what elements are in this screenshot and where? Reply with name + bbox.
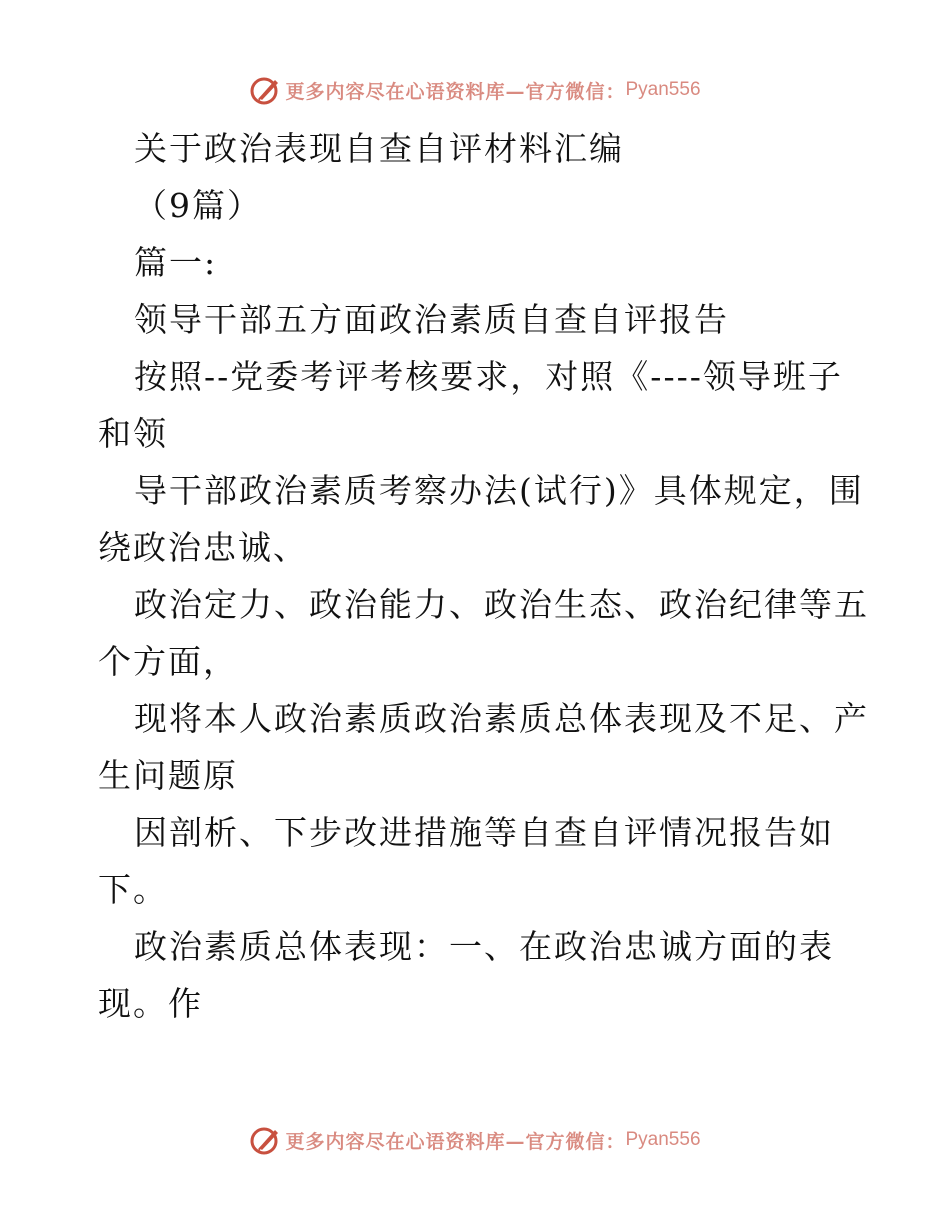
watermark-text: 更多内容尽在心语资料库—官方微信： (285, 1130, 626, 1153)
doc-line: 个方面， (98, 642, 238, 681)
doc-line: 政治素质总体表现：一、在政治忠诚方面的表 (134, 927, 834, 966)
watermark-text: 更多内容尽在心语资料库—官方微信： (285, 80, 626, 103)
watermark-wechat-id: Pyan556 (625, 79, 701, 100)
doc-line: 政治定力、政治能力、政治生态、政治纪律等五 (134, 585, 869, 624)
doc-line: 篇一: (134, 243, 218, 282)
doc-line: 生问题原 (98, 756, 238, 795)
document-body (98, 120, 869, 1032)
header-watermark (0, 70, 950, 110)
doc-subtitle: （9篇） (134, 186, 262, 225)
doc-title: 关于政治表现自查自评材料汇编 (134, 129, 624, 168)
doc-line: 导干部政治素质考察办法(试行)》具体规定，围 (134, 471, 864, 510)
watermark-wechat-id: Pyan556 (625, 1129, 701, 1150)
doc-line: 绕政治忠诚、 (98, 528, 308, 567)
quill-logo-icon (249, 74, 281, 106)
doc-line: 领导干部五方面政治素质自查自评报告 (134, 300, 729, 339)
doc-line: 现。作 (98, 984, 203, 1023)
doc-line: 按照--党委考评考核要求，对照《----领导班子 (134, 357, 843, 396)
doc-line: 因剖析、下步改进措施等自查自评情况报告如 (134, 813, 834, 852)
doc-line: 和领 (98, 414, 168, 453)
footer-watermark (0, 1120, 950, 1160)
doc-line: 现将本人政治素质政治素质总体表现及不足、产 (134, 699, 869, 738)
quill-logo-icon (249, 1124, 281, 1156)
doc-line: 下。 (98, 870, 168, 909)
